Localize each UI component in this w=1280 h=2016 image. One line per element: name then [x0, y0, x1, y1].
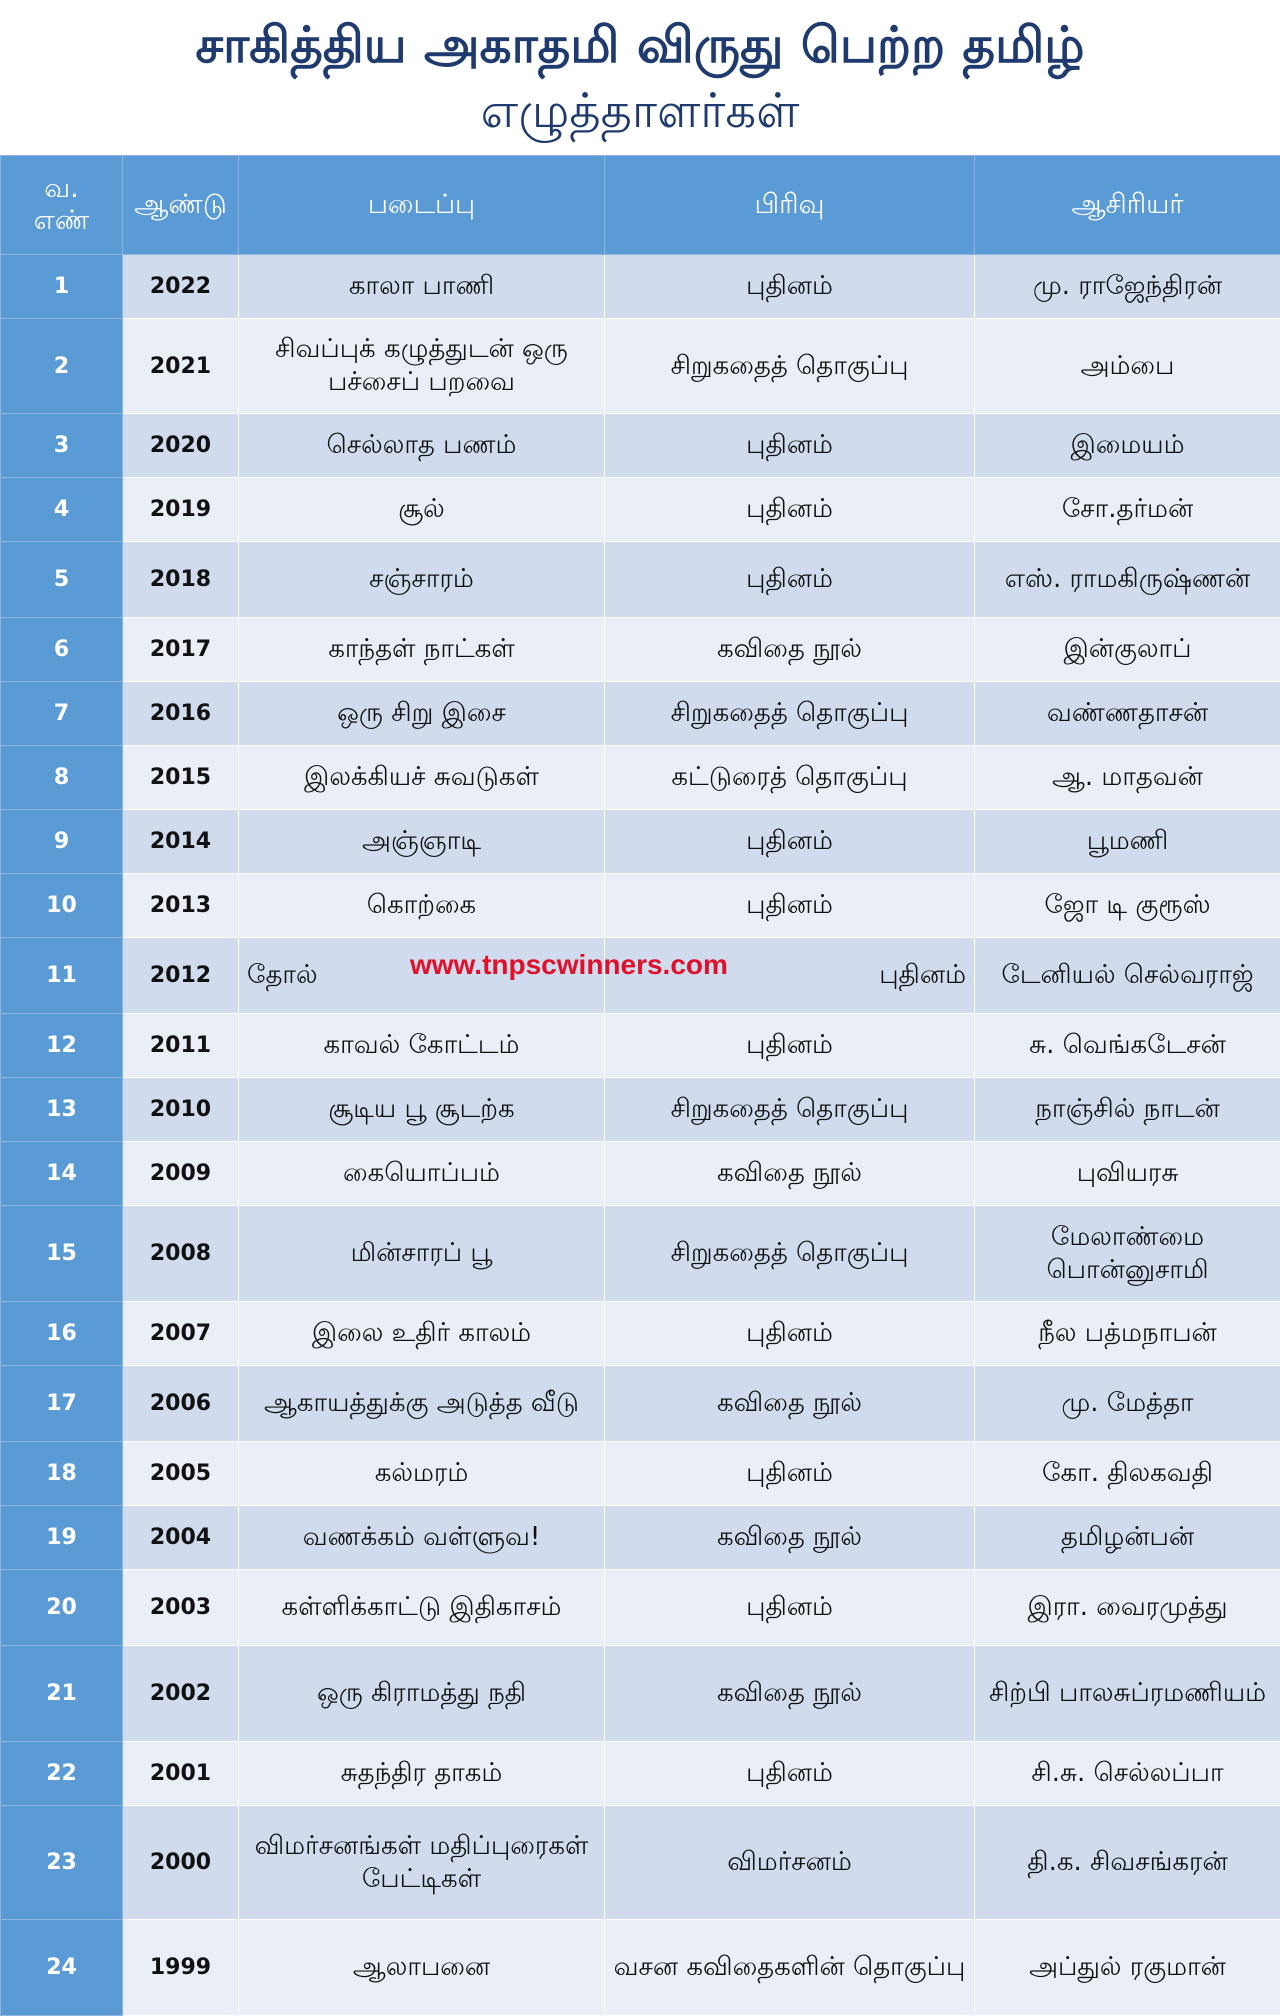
table-body — [1, 255, 1280, 2016]
cell-serial: 24 — [1, 1920, 123, 2016]
column-header-author: ஆசிரியர் — [975, 156, 1280, 255]
cell-work: விமர்சனங்கள் மதிப்புரைகள் பேட்டிகள் — [239, 1806, 605, 1920]
cell-author: சிற்பி பாலசுப்ரமணியம் — [975, 1646, 1280, 1742]
table-row — [1, 414, 1280, 478]
cell-year: 2014 — [123, 810, 239, 874]
cell-author: தி.க. சிவசங்கரன் — [975, 1806, 1280, 1920]
cell-category: புதினம் — [605, 874, 975, 938]
cell-category: சிறுகதைத் தொகுப்பு — [605, 1206, 975, 1302]
cell-category: புதினம் — [605, 1742, 975, 1806]
table-row — [1, 1302, 1280, 1366]
cell-serial: 23 — [1, 1806, 123, 1920]
cell-author: கோ. திலகவதி — [975, 1442, 1280, 1506]
column-header-serial: வ. எண் — [1, 156, 123, 255]
cell-year: 2017 — [123, 618, 239, 682]
cell-category: புதினம் — [605, 542, 975, 618]
cell-category: புதினம் — [605, 1302, 975, 1366]
cell-work: இலக்கியச் சுவடுகள் — [239, 746, 605, 810]
table-header-row — [1, 156, 1280, 255]
table-row — [1, 542, 1280, 618]
cell-author: அம்பை — [975, 319, 1280, 414]
cell-work: ஆகாயத்துக்கு அடுத்த வீடு — [239, 1366, 605, 1442]
cell-serial: 13 — [1, 1078, 123, 1142]
table-row — [1, 810, 1280, 874]
cell-author: மு. ராஜேந்திரன் — [975, 255, 1280, 319]
cell-category: புதினம் — [605, 478, 975, 542]
cell-author: புவியரசு — [975, 1142, 1280, 1206]
cell-author: அப்துல் ரகுமான் — [975, 1920, 1280, 2016]
cell-category: புதினம் — [605, 938, 975, 1014]
cell-work: சூல் — [239, 478, 605, 542]
cell-author: டேனியல் செல்வராஜ் — [975, 938, 1280, 1014]
cell-work: சூடிய பூ சூடற்க — [239, 1078, 605, 1142]
cell-year: 1999 — [123, 1920, 239, 2016]
cell-work: காவல் கோட்டம் — [239, 1014, 605, 1078]
cell-author: இரா. வைரமுத்து — [975, 1570, 1280, 1646]
cell-author: ஆ. மாதவன் — [975, 746, 1280, 810]
cell-year: 2016 — [123, 682, 239, 746]
cell-serial: 2 — [1, 319, 123, 414]
cell-serial: 16 — [1, 1302, 123, 1366]
cell-category: புதினம் — [605, 810, 975, 874]
cell-category: சிறுகதைத் தொகுப்பு — [605, 682, 975, 746]
cell-work: ஆலாபனை — [239, 1920, 605, 2016]
cell-serial: 9 — [1, 810, 123, 874]
column-header-category: பிரிவு — [605, 156, 975, 255]
cell-author: சி.சு. செல்லப்பா — [975, 1742, 1280, 1806]
cell-author: வண்ணதாசன் — [975, 682, 1280, 746]
awards-table — [0, 155, 1280, 2016]
cell-serial: 1 — [1, 255, 123, 319]
cell-year: 2013 — [123, 874, 239, 938]
cell-serial: 14 — [1, 1142, 123, 1206]
cell-year: 2015 — [123, 746, 239, 810]
table-row — [1, 1206, 1280, 1302]
cell-work: இலை உதிர் காலம் — [239, 1302, 605, 1366]
page-subtitle: எழுத்தாளர்கள் — [481, 78, 800, 144]
cell-year: 2008 — [123, 1206, 239, 1302]
cell-year: 2022 — [123, 255, 239, 319]
cell-year: 2020 — [123, 414, 239, 478]
cell-work: ஒரு கிராமத்து நதி — [239, 1646, 605, 1742]
cell-work: காந்தள் நாட்கள் — [239, 618, 605, 682]
cell-author: பூமணி — [975, 810, 1280, 874]
table-row — [1, 255, 1280, 319]
cell-author: சு. வெங்கடேசன் — [975, 1014, 1280, 1078]
cell-work: செல்லாத பணம் — [239, 414, 605, 478]
cell-serial: 11 — [1, 938, 123, 1014]
cell-work: வணக்கம் வள்ளுவ! — [239, 1506, 605, 1570]
cell-author: இமையம் — [975, 414, 1280, 478]
cell-author: மு. மேத்தா — [975, 1366, 1280, 1442]
table-row — [1, 1506, 1280, 1570]
table-row — [1, 1570, 1280, 1646]
cell-category: கவிதை நூல் — [605, 1646, 975, 1742]
cell-serial: 4 — [1, 478, 123, 542]
cell-author: சோ.தர்மன் — [975, 478, 1280, 542]
table-row — [1, 1806, 1280, 1920]
cell-work: கள்ளிக்காட்டு இதிகாசம் — [239, 1570, 605, 1646]
cell-year: 2011 — [123, 1014, 239, 1078]
cell-serial: 8 — [1, 746, 123, 810]
cell-work: கல்மரம் — [239, 1442, 605, 1506]
cell-author: நாஞ்சில் நாடன் — [975, 1078, 1280, 1142]
cell-year: 2000 — [123, 1806, 239, 1920]
cell-year: 2005 — [123, 1442, 239, 1506]
page-title: சாகித்திய அகாதமி விருது பெற்ற தமிழ் — [195, 12, 1084, 78]
cell-work: தோல் — [239, 938, 605, 1014]
table-row — [1, 319, 1280, 414]
cell-year: 2010 — [123, 1078, 239, 1142]
cell-category: வசன கவிதைகளின் தொகுப்பு — [605, 1920, 975, 2016]
cell-year: 2006 — [123, 1366, 239, 1442]
cell-work: கொற்கை — [239, 874, 605, 938]
cell-category: கட்டுரைத் தொகுப்பு — [605, 746, 975, 810]
cell-category: புதினம் — [605, 1570, 975, 1646]
table-row — [1, 682, 1280, 746]
cell-category: கவிதை நூல் — [605, 618, 975, 682]
table-row — [1, 478, 1280, 542]
table-row — [1, 874, 1280, 938]
watermark-url: www.tnpscwinners.com — [410, 949, 728, 981]
cell-year: 2001 — [123, 1742, 239, 1806]
cell-author: எஸ். ராமகிருஷ்ணன் — [975, 542, 1280, 618]
cell-category: புதினம் — [605, 414, 975, 478]
cell-year: 2007 — [123, 1302, 239, 1366]
table-row — [1, 1646, 1280, 1742]
cell-category: கவிதை நூல் — [605, 1142, 975, 1206]
cell-author: நீல பத்மநாபன் — [975, 1302, 1280, 1366]
cell-year: 2019 — [123, 478, 239, 542]
table-row — [1, 1142, 1280, 1206]
cell-serial: 17 — [1, 1366, 123, 1442]
cell-category: புதினம் — [605, 1014, 975, 1078]
cell-author: ஜோ டி குரூஸ் — [975, 874, 1280, 938]
cell-year: 2009 — [123, 1142, 239, 1206]
cell-work: அஞ்ஞாடி — [239, 810, 605, 874]
cell-serial: 22 — [1, 1742, 123, 1806]
table-row — [1, 1078, 1280, 1142]
cell-author: தமிழன்பன் — [975, 1506, 1280, 1570]
table-row — [1, 746, 1280, 810]
cell-year: 2003 — [123, 1570, 239, 1646]
cell-work: சுதந்திர தாகம் — [239, 1742, 605, 1806]
cell-serial: 5 — [1, 542, 123, 618]
cell-work: சஞ்சாரம் — [239, 542, 605, 618]
cell-category: புதினம் — [605, 1442, 975, 1506]
cell-year: 2018 — [123, 542, 239, 618]
table-row — [1, 1442, 1280, 1506]
cell-work: கையொப்பம் — [239, 1142, 605, 1206]
cell-category: கவிதை நூல் — [605, 1506, 975, 1570]
cell-work: ஒரு சிறு இசை — [239, 682, 605, 746]
cell-year: 2021 — [123, 319, 239, 414]
cell-year: 2004 — [123, 1506, 239, 1570]
cell-serial: 10 — [1, 874, 123, 938]
cell-serial: 20 — [1, 1570, 123, 1646]
cell-category: சிறுகதைத் தொகுப்பு — [605, 1078, 975, 1142]
cell-year: 2012 — [123, 938, 239, 1014]
column-header-work: படைப்பு — [239, 156, 605, 255]
cell-serial: 3 — [1, 414, 123, 478]
cell-serial: 6 — [1, 618, 123, 682]
cell-category: சிறுகதைத் தொகுப்பு — [605, 319, 975, 414]
cell-serial: 21 — [1, 1646, 123, 1742]
table-row — [1, 618, 1280, 682]
cell-work: மின்சாரப் பூ — [239, 1206, 605, 1302]
cell-category: கவிதை நூல் — [605, 1366, 975, 1442]
cell-serial: 12 — [1, 1014, 123, 1078]
table-row — [1, 1366, 1280, 1442]
cell-serial: 19 — [1, 1506, 123, 1570]
cell-serial: 7 — [1, 682, 123, 746]
page-header — [0, 0, 1280, 155]
table-row — [1, 1742, 1280, 1806]
cell-work: சிவப்புக் கழுத்துடன் ஒரு பச்சைப் பறவை — [239, 319, 605, 414]
cell-serial: 18 — [1, 1442, 123, 1506]
cell-serial: 15 — [1, 1206, 123, 1302]
cell-author: மேலாண்மை பொன்னுசாமி — [975, 1206, 1280, 1302]
table-row — [1, 1920, 1280, 2016]
cell-year: 2002 — [123, 1646, 239, 1742]
cell-work: காலா பாணி — [239, 255, 605, 319]
cell-category: விமர்சனம் — [605, 1806, 975, 1920]
column-header-year: ஆண்டு — [123, 156, 239, 255]
cell-author: இன்குலாப் — [975, 618, 1280, 682]
table-row — [1, 1014, 1280, 1078]
cell-category: புதினம் — [605, 255, 975, 319]
